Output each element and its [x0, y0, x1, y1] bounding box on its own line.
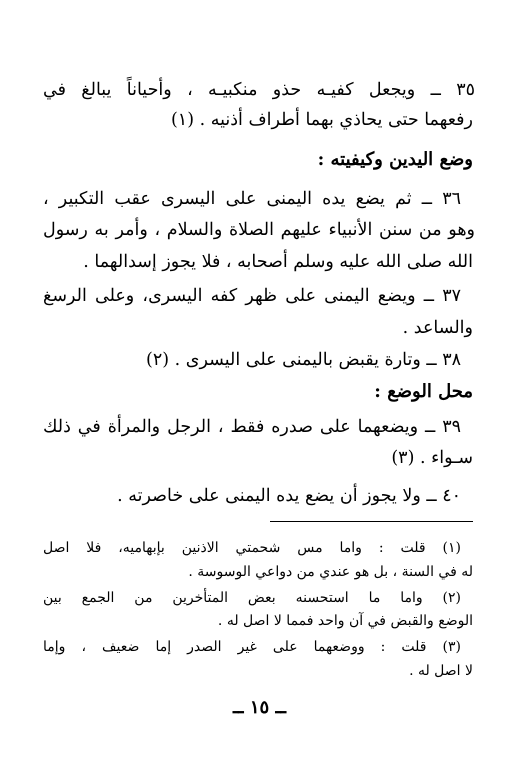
- footnote-3-line-1: (٣) قلت : ووضعهما على غير الصدر إما ضعيف ، وإما: [43, 639, 461, 655]
- footnote-1-line-2: له في السنة ، بل هو عندي من دواعي الوسوسة .: [188, 564, 473, 580]
- paragraph-35-line-2: رفعهما حتى يحاذي بهما أطراف أذنيه . (١): [170, 110, 473, 130]
- paragraph-37-line-1: ٣٧ ــ ويضع اليمنى على ظهر كفه اليسرى، وعلى الرسغ: [43, 286, 461, 306]
- section-heading-placement-location: محل الوضع :: [374, 381, 473, 402]
- paragraph-40: ٤٠ ــ ولا يجوز أن يضع يده اليمنى على خاصرته .: [117, 486, 461, 506]
- footnote-1-line-1: (١) قلت : واما مس شحمتي الاذنين بإبهاميه، فلا اصل: [43, 540, 461, 556]
- paragraph-36-line-1: ٣٦ ــ ثم يضع يده اليمنى على اليسرى عقب التكبير ،: [43, 189, 461, 209]
- paragraph-36-line-3: الله صلى الله عليه وسلم أصحابه ، فلا يجوز إسدالهما .: [83, 252, 473, 272]
- paragraph-35-line-1: ٣٥ ــ ويجعل كفيـه حذو منكبيـه ، وأحياناً يبالغ في: [43, 80, 475, 100]
- footnote-3-line-2: لا اصل له .: [409, 663, 473, 679]
- paragraph-36-line-2: وهو من سنن الأنبياء عليهم الصلاة والسلام ، وأمر به رسول: [43, 220, 475, 240]
- page-number: ــ ١٥ ــ: [233, 697, 286, 718]
- section-heading-hands-placement: وضع اليدين وكيفيته :: [317, 149, 473, 170]
- paragraph-39-line-1: ٣٩ ــ ويضعهما على صدره فقط ، الرجل والمرأة في ذلك: [43, 417, 461, 437]
- paragraph-39-line-2: سـواء . (٣): [391, 448, 473, 468]
- paragraph-37-line-2: والساعد .: [402, 318, 473, 338]
- footnote-separator: [270, 521, 473, 522]
- footnote-2-line-1: (٢) واما ما استحسنه بعض المتأخرين من الجمع بين: [43, 590, 461, 606]
- paragraph-38: ٣٨ ــ وتارة يقبض باليمنى على اليسرى . (٢): [146, 350, 461, 370]
- footnote-2-line-2: الوضع والقبض في آن واحد فمما لا اصل له .: [217, 613, 473, 629]
